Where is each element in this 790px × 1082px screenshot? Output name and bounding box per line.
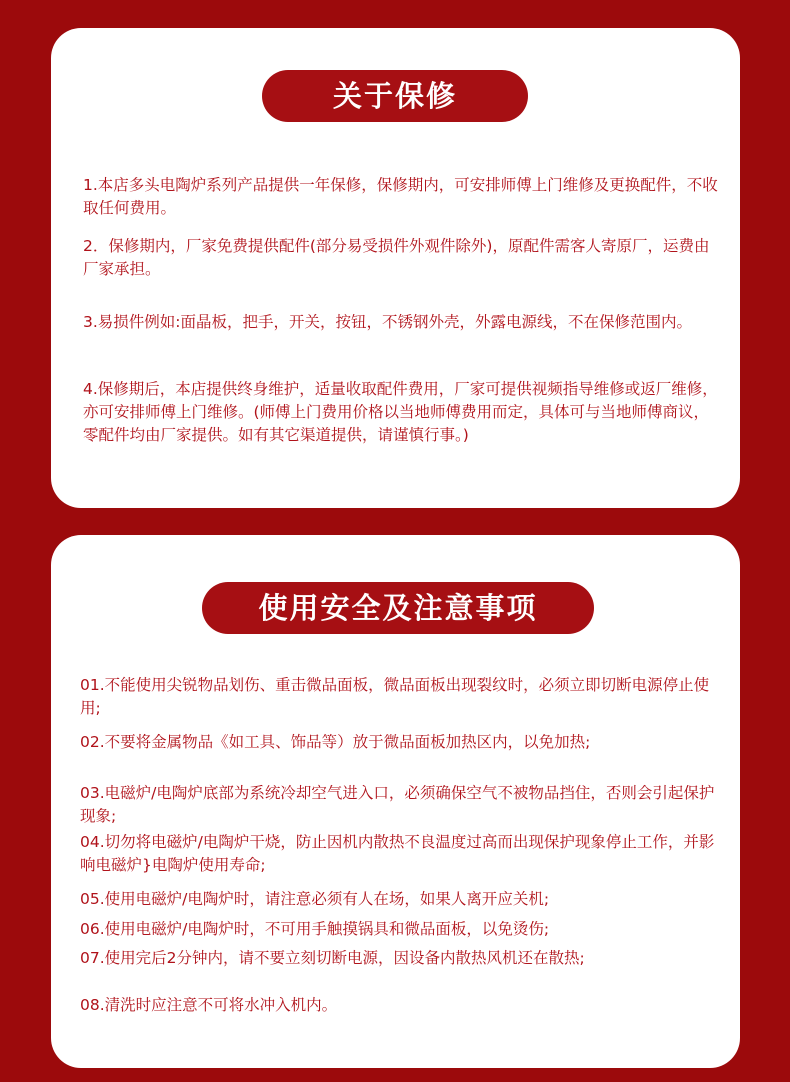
warranty-title: 关于保修 (262, 70, 528, 122)
safety-item-8: 08.清洗时应注意不可将水冲入机内。 (80, 996, 338, 1014)
safety-item-6: 06.使用电磁炉/电陶炉时，不可用手触摸锅具和微品面板，以免烫伤; (80, 920, 550, 938)
safety-item-7: 07.使用完后2分钟内，请不要立刻切断电源，因设备内散热风机还在散热; (80, 949, 585, 967)
warranty-item-4: 4.保修期后，本店提供终身维护，适量收取配件费用，厂家可提供视频指导维修或返厂维修，亦可安排师傅上门维修。(师傅上门费用价格以当地师傅费用而定，具体可与当地师傅商议，零配件均由厂家提供。如有其它渠道提供，请谨慎行事。) (83, 380, 718, 444)
safety-title: 使用安全及注意事项 (202, 582, 594, 634)
warranty-item-1: 1.本店多头电陶炉系列产品提供一年保修，保修期内，可安排师傅上门维修及更换配件，不收取任何费用。 (83, 176, 718, 217)
safety-item-3: 03.电磁炉/电陶炉底部为系统冷却空气进入口，必须确保空气不被物品挡住，否则会引起保护现象; (80, 784, 715, 825)
safety-item-1: 01.不能使用尖锐物品划伤、重击微品面板，微品面板出现裂纹时，必须立即切断电源停止使用; (80, 676, 710, 717)
warranty-card (51, 28, 740, 508)
safety-item-4: 04.切勿将电磁炉/电陶炉干烧，防止因机内散热不良温度过高而出现保护现象停止工作，并影响电磁炉}电陶炉使用寿命; (80, 833, 715, 874)
safety-item-5: 05.使用电磁炉/电陶炉时，请注意必须有人在场，如果人离开应关机; (80, 890, 550, 908)
safety-item-2: 02.不要将金属物品《如工具、饰品等）放于微品面板加热区内，以免加热; (80, 733, 591, 751)
warranty-item-2: 2．保修期内，厂家免费提供配件(部分易受损件外观件除外)，原配件需客人寄原厂，运费由厂家承担。 (83, 237, 710, 278)
warranty-item-3: 3.易损件例如:面晶板，把手，开关，按钮，不锈钢外壳，外露电源线，不在保修范围内。 (83, 313, 693, 331)
safety-card (51, 535, 740, 1068)
